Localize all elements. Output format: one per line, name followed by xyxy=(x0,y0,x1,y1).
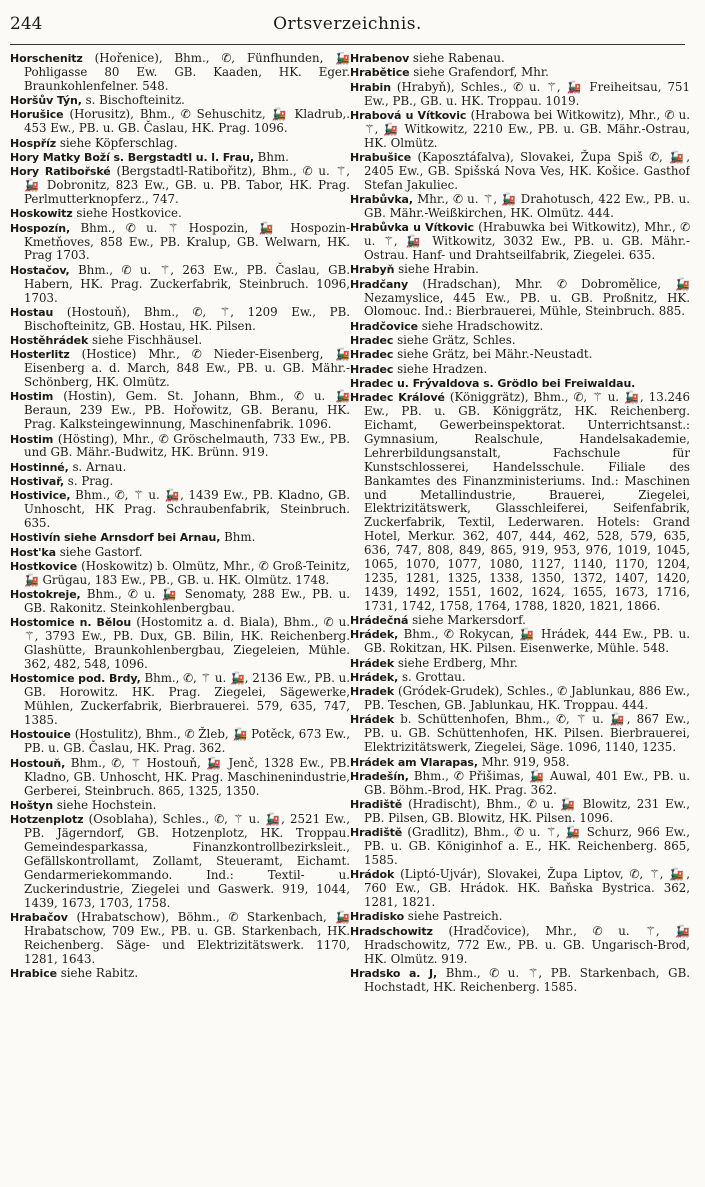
gazetteer-entry xyxy=(10,348,350,390)
entry-headword: Hrádek xyxy=(350,713,395,727)
entry-text: siehe Pastreich. xyxy=(407,909,503,924)
entry-headword: Hosterlitz xyxy=(10,348,70,362)
entry-text: siehe Rabitz. xyxy=(60,965,139,980)
entry-headword: Hospříz xyxy=(10,136,57,150)
gazetteer-entry xyxy=(10,306,350,334)
entry-headword: Hostim xyxy=(10,432,54,446)
entry-text: (Bergstadtl-Ratibořitz), Bhm., ✆ u. ⚚, 🚂 Dobronitz, 823 Ew., GB. u. PB. Tabor, HK. Prag. Perlmutterknopferz., 747. xyxy=(24,164,350,207)
entry-headword: Hradčany xyxy=(350,277,409,291)
entry-headword: Hoštyn xyxy=(10,798,53,812)
entry-headword: Hradec xyxy=(350,348,394,362)
entry-text: (Hrabatschow), Böhm., ✆ Starkenbach, 🚂 Hrabatschow, 709 Ew., PB. u. GB. Starkenbach, HK. Reichenberg. Säge- und Elektrizitätswerk. 1170, 1281, 1643. xyxy=(24,909,350,966)
entry-text: Bhm., ✆ Přišimas, 🚂 Auwal, 401 Ew., PB. u. GB. Böhm.-Brod, HK. Prag. 362. xyxy=(364,768,690,797)
entry-headword: Hradisko xyxy=(350,910,405,924)
entry-headword: Hostivař, xyxy=(10,475,65,489)
gazetteer-entry xyxy=(350,334,690,348)
gazetteer-entry xyxy=(350,52,690,66)
entry-text: (Hrabowa bei Witkowitz), Mhr., ✆ u. ⚚, 🚂 Witkowitz, 2210 Ew., PB. u. GB. Mähr.-Ostrau, HK. Olmütz. xyxy=(364,107,690,150)
entry-headword: Hradschowitz xyxy=(350,924,433,938)
gazetteer-entry xyxy=(350,320,690,334)
entry-text: (Gradlitz), Bhm., ✆ u. ⚚, 🚂 Schurz, 966 Ew., PB. u. GB. Königinhof a. E., HK. Reichenberg. 865, 1585. xyxy=(364,825,690,868)
entry-text: siehe Fischhäusel. xyxy=(92,333,203,348)
entry-headword: Hradčovice xyxy=(350,319,418,333)
gazetteer-entry xyxy=(10,334,350,348)
entry-text: (Hostice) Mhr., ✆ Nieder-Eisenberg, 🚂 Eisenberg a. d. March, 848 Ew., PB. u. GB. Mähr.-Schönberg, HK. Olmütz. xyxy=(24,347,350,390)
entry-headword: Hradec Králové xyxy=(350,391,445,405)
gazetteer-entry xyxy=(10,967,350,981)
entry-headword: Horušice xyxy=(10,108,64,122)
entry-text: (Hrabuwka bei Witkowitz), Mhr., ✆ u. ⚚, 🚂 Witkowitz, 3032 Ew., PB. u. GB. Mähr.-Ostrau. Hanf- und Drahtseilfabrik, Ziegelei. 635. xyxy=(364,220,690,263)
entry-headword: Hrabůvka u Vítkovic xyxy=(350,221,474,235)
entry-headword: Hoskowitz xyxy=(10,207,73,221)
gazetteer-entry xyxy=(10,165,350,207)
entry-headword: Hory Matky Boží s. Bergstadtl u. l. Frau, xyxy=(10,150,254,164)
entry-headword: Hrádek xyxy=(350,656,395,670)
entry-text: Bhm., ✆ u. ⚚, PB. Starkenbach, GB. Hochstadt, HK. Reichenberg. 1585. xyxy=(364,965,690,994)
entry-headword: Hrabová u Vítkovic xyxy=(350,108,467,122)
gazetteer-entry xyxy=(10,264,350,306)
entry-text: Bhm., ✆ u. ⚚ Hospozin, 🚂 Hospozin-Kmetňoves, 858 Ew., PB. Kralup, GB. Welwarn, HK. Prag 1703. xyxy=(24,220,350,263)
entry-headword: Hostačov, xyxy=(10,263,70,277)
entry-headword: Hrabětice xyxy=(350,66,410,80)
gazetteer-entry xyxy=(10,531,350,545)
gazetteer-entry xyxy=(10,588,350,616)
entry-text: Bhm., ✆ u. 🚂 Senomaty, 288 Ew., PB. u. GB. Rakonitz. Steinkohlenbergbau. xyxy=(24,587,350,616)
entry-text: (Hösting), Mhr., ✆ Gröschelmauth, 733 Ew., PB. und GB. Mähr.-Budwitz, HK. Brünn. 919. xyxy=(24,431,350,460)
gazetteer-entry xyxy=(350,671,690,685)
right-column xyxy=(350,52,690,1177)
entry-text: siehe Erdberg, Mhr. xyxy=(397,655,518,670)
entry-headword: Hostouň, xyxy=(10,756,66,770)
gazetteer-entry xyxy=(350,657,690,671)
entry-headword: Hradec xyxy=(350,334,394,348)
entry-text: (Liptó-Ujvár), Slovakei, Župa Liptov, ✆, ⚚, 🚂, 760 Ew., GB. Hrádok. HK. Baňska Bystrica. 362, 1281, 1821. xyxy=(364,867,690,910)
entry-text: (Hrabyň), Schles., ✆ u. ⚚, 🚂 Freiheitsau, 751 Ew., PB., GB. u. HK. Troppau. 1019. xyxy=(364,79,690,108)
entry-headword: Horschenitz xyxy=(10,52,83,65)
entry-headword: Hradek xyxy=(350,685,395,699)
entry-text: s. Grottau. xyxy=(401,669,466,684)
entry-text: siehe Gastorf. xyxy=(59,544,143,559)
gazetteer-entry xyxy=(350,66,690,80)
entry-headword: Hradešín, xyxy=(350,769,409,783)
entry-text: Bhm., ✆, ⚚ u. 🚂, 1439 Ew., PB. Kladno, GB. Unhoscht, HK Prag. Schraubenfabrik, Steinbruch. 635. xyxy=(24,488,350,531)
entry-text: (Königgrätz), Bhm., ✆, ⚚ u. 🚂, 13.246 Ew., PB. u. GB. Königgrätz, HK. Reichenberg. Eichamt, Gewerbeinspektorat. Unterrichtsanst.: Gymnasium, Realschule, Handelsakademie, Lehrerbildungsanstalt, Fachschule für Kunstschlosserei, Handelsschule. Filiale des Bankamtes des Finanzministeriums. Ind.: Maschinen und Metallindustrie, Brauerei, Ziegelei, Elektrizitätswerk, Glasschleiferei, Seifenfabrik, Zuckerfabrik, Textil, Lederwaren. Hotels: Grand Hotel, Merkur. 362, 407, 444, 462, 528, 579, 635, 636, 747, 808, 849, 865, 919, 953, 976, 1019, 1045, 1065, 1070, 1077, 1080, 1127, 1140, 1170, 1204, 1235, 1281, 1325, 1338, 1350, 1372, 1407, 1420, 1439, 1492, 1551, 1602, 1624, 1655, 1673, 1716, 1731, 1742, 1758, 1764, 1788, 1820, 1821, 1866. xyxy=(364,390,690,613)
running-title: Ortsverzeichnis. xyxy=(273,14,422,34)
entry-text: siehe Hradschowitz. xyxy=(421,318,544,333)
entry-headword: Horšův Týn, xyxy=(10,94,82,108)
entry-text: siehe Hostkovice. xyxy=(76,206,182,221)
gazetteer-entry xyxy=(10,461,350,475)
entry-headword: Hradec xyxy=(350,362,394,376)
gazetteer-entry xyxy=(350,925,690,967)
gazetteer-entry xyxy=(350,363,690,377)
entry-headword: Hradiště xyxy=(350,826,403,840)
entry-headword: Hrabušice xyxy=(350,150,412,164)
gazetteer-entry xyxy=(350,614,690,628)
gazetteer-entry xyxy=(350,713,690,755)
gazetteer-entry xyxy=(10,672,350,728)
entry-text: siehe Köpferschlag. xyxy=(59,135,178,150)
entry-headword: Hrabenov xyxy=(350,52,410,65)
entry-headword: Hostau xyxy=(10,305,54,319)
entry-headword: Hrádek, xyxy=(350,670,399,684)
entry-headword: Hostokreje, xyxy=(10,588,81,602)
gazetteer-entry xyxy=(10,489,350,531)
entry-headword: Hradsko a. J, xyxy=(350,966,438,980)
entry-headword: Hostomice pod. Brdy, xyxy=(10,672,141,686)
gazetteer-entry xyxy=(10,728,350,756)
entry-headword: Hrádečná xyxy=(350,614,409,628)
gazetteer-entry xyxy=(350,109,690,151)
gazetteer-entry xyxy=(10,560,350,588)
gazetteer-entry xyxy=(350,348,690,362)
gazetteer-entry xyxy=(10,390,350,432)
entry-headword: Hostivín siehe Arnsdorf bei Arnau, xyxy=(10,531,221,545)
entry-text: siehe Grätz, Schles. xyxy=(397,333,516,348)
entry-headword: Hrabyň xyxy=(350,263,395,277)
gazetteer-entry xyxy=(350,151,690,193)
entry-text: (Hostomitz a. d. Biala), Bhm., ✆ u. ⚚, 3793 Ew., PB. Dux, GB. Bilin, HK. Reichenberg. Glashütte, Braunkohlenbergbau, Ziegeleien, Mühle. 362, 482, 548, 1096. xyxy=(24,615,350,672)
entry-headword: Hradec u. Frývaldova s. Grödlo bei Freiwaldau. xyxy=(350,376,636,390)
gazetteer-entry xyxy=(10,222,350,264)
entry-text: siehe Hochstein. xyxy=(56,797,157,812)
gazetteer-entry xyxy=(10,616,350,672)
gazetteer-entry xyxy=(350,826,690,868)
entry-headword: Hospozín, xyxy=(10,221,71,235)
entry-text: siehe Hradzen. xyxy=(397,361,488,376)
entry-headword: Hostěhrádek xyxy=(10,334,89,348)
entry-text: s. Bischofteinitz. xyxy=(85,93,185,108)
gazetteer-entry xyxy=(350,756,690,770)
entry-text: (Hostin), Gem. St. Johann, Bhm., ✆ u. 🚂 Beraun, 239 Ew., PB. Hořowitz, GB. Beranu, HK. Prag. Kalksteingewinnung, Maschinenfabrik. 1096. xyxy=(24,389,350,432)
gazetteer-entry xyxy=(10,799,350,813)
entry-headword: Hostkovice xyxy=(10,560,78,574)
entry-headword: Hostouice xyxy=(10,728,71,742)
gazetteer-entry xyxy=(10,433,350,461)
gazetteer-entry xyxy=(350,391,690,614)
page-number: 244 xyxy=(10,14,43,34)
entry-text: (Hoskowitz) b. Olmütz, Mhr., ✆ Groß-Teinitz, 🚂 Grügau, 183 Ew., PB., GB. u. HK. Olmütz. 1748. xyxy=(24,559,350,587)
columns xyxy=(10,52,690,1177)
gazetteer-entry xyxy=(10,813,350,910)
gazetteer-entry xyxy=(350,628,690,656)
entry-text: (Kaposztáfalva), Slovakei, Župa Spiš ✆, 🚂, 2405 Ew., GB. Spišská Nova Ves, HK. Košice. Gasthof Stefan Jakuliec. xyxy=(364,149,690,192)
entry-text: (Hradischt), Bhm., ✆ u. 🚂 Blowitz, 231 Ew., PB. Pilsen, GB. Blowitz, HK. Pilsen. 1096. xyxy=(364,797,690,825)
gazetteer-entry xyxy=(350,967,690,995)
entry-text: Mhr., ✆ u. ⚚, 🚂 Drahotusch, 422 Ew., PB. u. GB. Mähr.-Weißkirchen, HK. Olmütz. 444. xyxy=(364,192,690,220)
gazetteer-entry xyxy=(10,207,350,221)
gazetteer-entry xyxy=(10,546,350,560)
entry-headword: Hrádok xyxy=(350,868,395,882)
entry-text: (Hořenice), Bhm., ✆, Fünfhunden, 🚂 Pohligasse 80 Ew. GB. Kaaden, HK. Eger. Braunkohlenfelner. 548. xyxy=(24,52,350,93)
gazetteer-entry xyxy=(10,757,350,799)
entry-headword: Hostivice, xyxy=(10,489,71,503)
entry-headword: Hrabačov xyxy=(10,910,68,924)
entry-text: s. Arnau. xyxy=(72,459,127,474)
entry-text: (Osoblaha), Schles., ✆, ⚚ u. 🚂, 2521 Ew., PB. Jägerndorf, GB. Hotzenplotz, HK. Troppau. Gemeindesparkassa, Finanzkontrollbezirksleit., Gefällskontrollamt, Zollamt, Steueramt, Eichamt. Gendarmeriekommando. Ind.: Textil- u. Zuckerindustrie, Ziegelei und Gaswerk. 919, 1044, 1439, 1673, 1703, 1758. xyxy=(24,812,350,910)
entry-headword: Hrádek am Vlarapas, xyxy=(350,755,478,769)
gazetteer-entry xyxy=(10,475,350,489)
gazetteer-entry xyxy=(10,151,350,165)
gazetteer-entry xyxy=(350,221,690,263)
entry-text: Bhm. xyxy=(224,530,256,545)
entry-text: Bhm., ✆, ⚚ Hostouň, 🚂 Jenč, 1328 Ew., PB. Kladno, GB. Unhoscht, HK. Prag. Maschinenindustrie, Gerberei, Steinbruch. 865, 1325, 1350. xyxy=(24,755,350,798)
entry-text: Mhr. 919, 958. xyxy=(481,754,570,769)
gazetteer-entry xyxy=(350,263,690,277)
entry-headword: Hradiště xyxy=(350,798,403,812)
page-header xyxy=(10,14,685,40)
gazetteer-entry xyxy=(10,52,350,94)
entry-text: (Gródek-Grudek), Schles., ✆ Jablunkau, 886 Ew., PB. Teschen, GB. Jablunkau, HK. Troppau. 444. xyxy=(364,684,690,713)
gazetteer-entry xyxy=(350,685,690,713)
left-column xyxy=(10,52,350,1177)
gazetteer-entry xyxy=(10,94,350,108)
entry-text: (Hostulitz), Bhm., ✆ Žleb, 🚂 Potěck, 673 Ew., PB. u. GB. Časlau, HK. Prag. 362. xyxy=(24,727,350,756)
entry-headword: Hostomice n. Bělou xyxy=(10,616,132,630)
entry-text: s. Prag. xyxy=(67,474,114,489)
entry-text: siehe Grafendorf, Mhr. xyxy=(413,65,549,80)
entry-headword: Hory Ratibořské xyxy=(10,165,111,179)
gazetteer-entry xyxy=(10,911,350,967)
entry-text: (Hostouň), Bhm., ✆, ⚚, 1209 Ew., PB. Bischofteinitz, GB. Hostau, HK. Pilsen. xyxy=(24,304,350,333)
entry-text: siehe Markersdorf. xyxy=(412,613,526,628)
gazetteer-entry xyxy=(350,770,690,798)
gazetteer-entry xyxy=(350,377,690,391)
gazetteer-entry xyxy=(350,798,690,826)
entry-text: Bhm., ✆ u. ⚚, 263 Ew., PB. Časlau, GB. Habern, HK. Prag. Zuckerfabrik, Steinbruch. 1096, 1703. xyxy=(24,262,350,305)
gazetteer-entry xyxy=(10,137,350,151)
entry-text: b. Schüttenhofen, Bhm., ✆, ⚚ u. 🚂, 867 Ew., PB. u. GB. Schüttenhofen, HK. Pilsen. Bierbrauerei, Elektrizitätswerk, Ziegelei, Säge. 1096, 1140, 1235. xyxy=(364,712,690,755)
entry-text: Bhm. xyxy=(257,149,289,164)
entry-text: siehe Hrabin. xyxy=(398,262,479,277)
gazetteer-entry xyxy=(350,193,690,221)
entry-headword: Hotzenplotz xyxy=(10,813,84,827)
entry-text: (Hradčovice), Mhr., ✆ u. ⚚, 🚂 Hradschowitz, 772 Ew., PB. u. GB. Ungarisch-Brod, HK. Olmütz. 919. xyxy=(364,923,690,966)
gazetteer-entry xyxy=(350,278,690,320)
entry-headword: Hrabice xyxy=(10,966,57,980)
entry-headword: Host'ka xyxy=(10,545,56,559)
entry-headword: Hrabin xyxy=(350,80,391,94)
gazetteer-entry xyxy=(10,108,350,136)
entry-headword: Hrabůvka, xyxy=(350,193,413,207)
entry-text: (Horusitz), Bhm., ✆ Sehuschitz, 🚂 Kladrub,. 453 Ew., PB. u. GB. Časlau, HK. Prag. 1096. xyxy=(24,107,350,136)
entry-text: siehe Rabenau. xyxy=(412,52,505,65)
header-rule xyxy=(10,44,685,45)
entry-text: (Hradschan), Mhr. ✆ Dobromělice, 🚂 Nezamyslice, 445 Ew., PB. u. GB. Proßnitz, HK. Olomouc. Ind.: Bierbrauerei, Mühle, Steinbruch. 885. xyxy=(364,276,690,319)
entry-headword: Hostim xyxy=(10,390,54,404)
entry-headword: Hostinné, xyxy=(10,460,69,474)
gazetteer-entry xyxy=(350,81,690,109)
entry-text: Bhm., ✆ Rokycan, 🚂 Hrádek, 444 Ew., PB. u. GB. Rokitzan, HK. Pilsen. Eisenwerke, Mühle. 548. xyxy=(364,627,690,656)
gazetteer-entry xyxy=(350,910,690,924)
gazetteer-entry xyxy=(350,868,690,910)
entry-text: Bhm., ✆, ⚚ u. 🚂, 2136 Ew., PB. u. GB. Horowitz. HK. Prag. Ziegelei, Sägewerke, Mühlen, Zuckerfabrik, Bierbrauerei. 579, 635, 747, 1385. xyxy=(24,671,350,728)
entry-text: siehe Grätz, bei Mähr.-Neustadt. xyxy=(397,347,593,362)
entry-headword: Hrádek, xyxy=(350,628,399,642)
